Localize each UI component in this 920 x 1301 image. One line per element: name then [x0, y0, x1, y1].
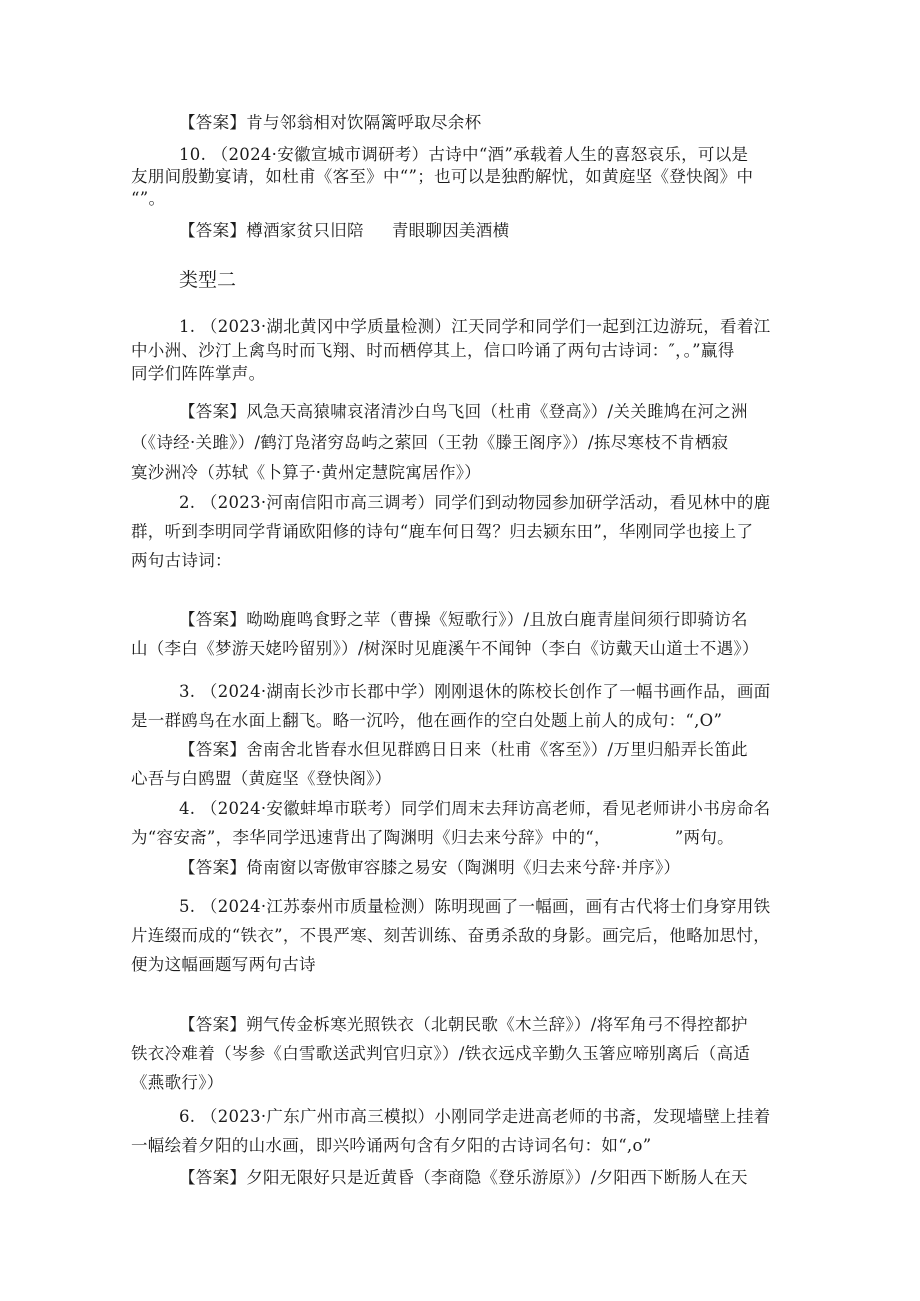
- answer-line: [179, 220, 509, 242]
- answer-3-line-2: 心吾与白鸥盟（黄庭坚《登快阁》）: [131, 769, 392, 788]
- question-2-line-1: 2. （2023·河南信阳市高三调考）同学们到动物园参加研学活动，看见林中的鹿: [179, 493, 771, 512]
- section-heading: 类型二: [179, 269, 237, 291]
- question-1-line-2: 中小洲、沙汀上禽鸟时而飞翔、时而栖停其上，信口吟诵了两句古诗词：″，。”赢得: [131, 341, 735, 360]
- answer-2-line-2: 山（李白《梦游天姥吟留别》）/树深时见鹿溪午不闻钟（李白《访戴天山道士不遇》）: [131, 639, 759, 658]
- answer-part-2: 青眼聊因美酒横: [391, 221, 510, 240]
- question-4-line-2: [131, 827, 734, 849]
- question-10-line-2: 友朋间殷勤宴请，如杜甫《客至》中“”；也可以是独酌解忧，如黄庭坚《登快阁》中: [131, 167, 754, 186]
- answer-5-line-2: 铁衣冷难着（岑参《白雪歌送武判官归京》）/铁衣远戍辛勤久玉箸应啼别离后（高适: [131, 1044, 751, 1063]
- question-4-text: 为“容安斋”，李华同学迅速背出了陶渊明《归去来兮辞》中的“，: [131, 828, 611, 847]
- question-2-line-3: 两句古诗词：: [131, 551, 232, 570]
- answer-4: 【答案】倚南窗以寄傲审容膝之易安（陶渊明《归去来兮辞·并序》）: [179, 858, 681, 877]
- question-2-line-2: 群，听到李明同学背诵欧阳修的诗句“鹿车何日驾？归去颍东田”，华刚同学也接上了: [131, 522, 754, 541]
- question-5-line-1: 5. （2024·江苏泰州市质量检测）陈明现画了一幅画，画有古代将士们身穿用铁: [179, 897, 771, 916]
- answer-3-line-1: 【答案】舍南舍北皆春水但见群鸥日日来（杜甫《客至》）/万里归船弄长笛此: [179, 740, 748, 759]
- question-3-line-1: 3. （2024·湖南长沙市长郡中学）刚刚退休的陈校长创作了一幅书画作品，画面: [179, 682, 771, 701]
- question-10-line-3: “”。: [131, 189, 166, 208]
- answer-line: 【答案】肯与邻翁相对饮隔篱呼取尽余杯: [179, 113, 482, 132]
- answer-1-line-2: （《诗经·关雎》）/鹤汀凫渚穷岛屿之萦回（王勃《滕王阁序》）/拣尽寒枝不肯栖寂: [131, 433, 729, 452]
- question-10-line-1: 10. （2024·安徽宣城市调研考）古诗中“酒”承载着人生的喜怒哀乐，可以是: [179, 145, 749, 164]
- question-5-line-3: 便为这幅画题写两句古诗: [131, 955, 316, 974]
- answer-5-line-3: 《燕歌行》）: [131, 1073, 224, 1092]
- question-4-line-1: 4. （2024·安徽蚌埠市联考）同学们周末去拜访高老师，看见老师讲小书房命名: [179, 799, 771, 818]
- question-1-line-1: 1. （2023·湖北黄冈中学质量检测）江天同学和同学们一起到江边游玩，看着江: [179, 317, 771, 336]
- question-3-line-2: 是一群鸥鸟在水面上翻飞。略一沉吟，他在画作的空白处题上前人的成句：“,O”: [131, 711, 723, 730]
- question-6-line-1: 6. （2023·广东广州市高三模拟）小刚同学走进高老师的书斋，发现墙壁上挂着: [179, 1107, 771, 1126]
- answer-6-line-1: 【答案】夕阳无限好只是近黄昏（李商隐《登乐游原》）/夕阳西下断肠人在天: [179, 1168, 748, 1187]
- answer-part-1: 【答案】樽酒家贫只旧陪: [179, 221, 364, 240]
- answer-1-line-1: 【答案】风急天高猿啸哀渚清沙白鸟飞回（杜甫《登高》）/关关雎鸠在河之洲: [179, 402, 748, 421]
- question-6-line-2: 一幅绘着夕阳的山水画，即兴吟诵两句含有夕阳的古诗词名句：如“,o”: [131, 1136, 652, 1155]
- answer-2-line-1: 【答案】呦呦鹿鸣食野之苹（曹操《短歌行》）/且放白鹿青崖间须行即骑访名: [179, 610, 748, 629]
- question-4-tail: ”两句。: [674, 828, 734, 847]
- answer-5-line-1: 【答案】朔气传金柝寒光照铁衣（北朝民歌《木兰辞》）/将军角弓不得控都护: [179, 1015, 748, 1034]
- answer-1-line-3: 寞沙洲冷（苏轼《卜算子·黄州定慧院寓居作》）: [131, 463, 482, 482]
- question-5-line-2: 片连缀而成的“铁衣”，不畏严寒、刻苦训练、奋勇杀敌的身影。画完后，他略加思忖，: [131, 926, 771, 945]
- question-1-line-3: 同学们阵阵掌声。: [131, 364, 266, 383]
